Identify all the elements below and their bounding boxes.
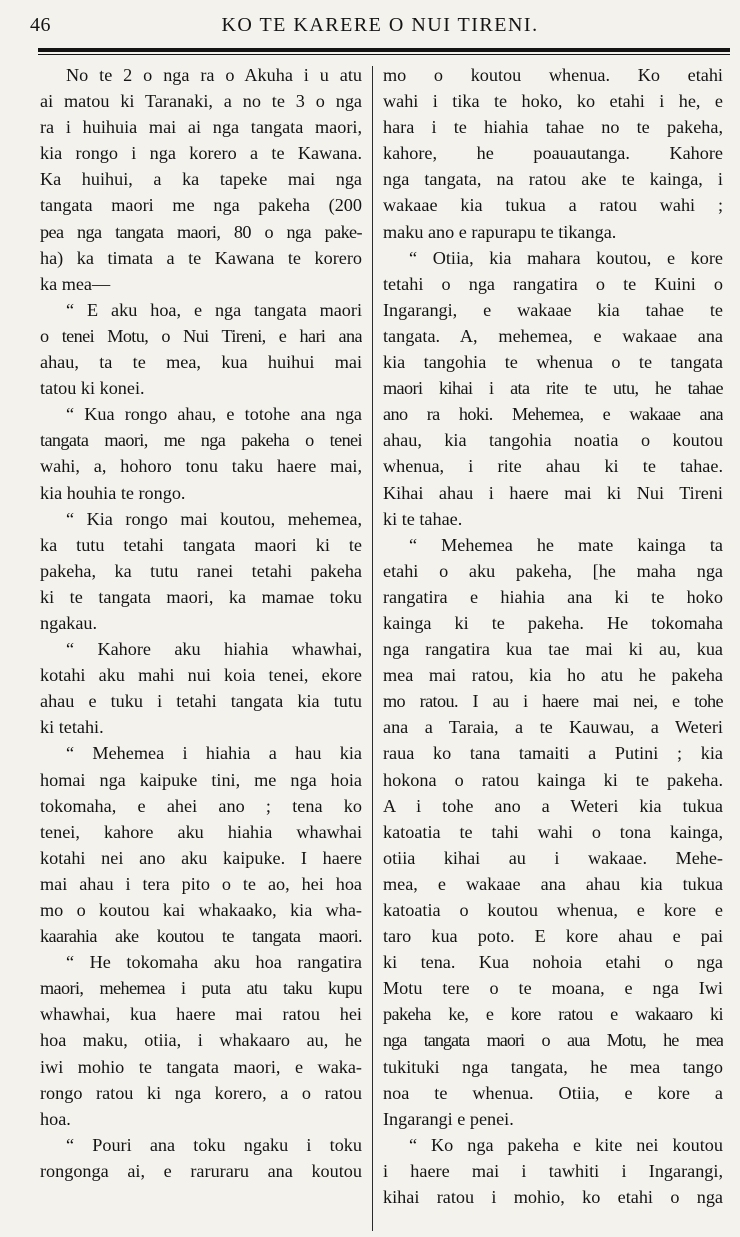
text-line: tangata maori me nga pakeha (200 <box>40 195 362 216</box>
text-line: ki tetahi. <box>40 717 104 738</box>
page-header <box>0 14 740 42</box>
text-line: rongonga ai, e raruraru ana koutou <box>40 1160 362 1181</box>
text-line: “ Kahore aku hiahia whawhai, <box>66 639 362 660</box>
text-line: ahau, kia tangohia noatia o koutou <box>383 430 723 451</box>
right-column <box>383 62 723 1232</box>
text-line: maku ano e rapurapu te tikanga. <box>383 221 617 242</box>
text-line: mea, e wakaae ana ahau kia tukua <box>383 873 723 894</box>
text-line: tatou ki konei. <box>40 378 145 399</box>
text-line: tokomaha, e ahei ano ; tena ko <box>40 795 362 816</box>
text-line: kotahi aku mahi nui koia tenei, ekore <box>40 665 362 686</box>
text-line: rongo ratou ki nga korero, a o ratou <box>40 1082 362 1103</box>
text-line: “ Kia rongo mai koutou, mehemea, <box>66 508 362 529</box>
text-line: ka tutu tetahi tangata maori ki te <box>40 534 362 555</box>
text-line: No te 2 o nga ra o Akuha i u atu <box>66 65 362 85</box>
text-line: wahi i tika te hoko, ko etahi i he, e <box>383 91 723 112</box>
text-line: Motu tere o te moana, e nga Iwi <box>383 978 723 999</box>
text-line: etahi o aku pakeha, [he maha nga <box>383 560 723 581</box>
text-line: pakeha ke, e kore ratou e wakaaro ki <box>383 1004 723 1025</box>
text-line: ai matou ki Taranaki, a no te 3 o nga <box>40 91 362 112</box>
text-line: hara i te hiahia tahae no te pakeha, <box>383 117 723 138</box>
text-line: “ Mehemea he mate kainga ta <box>409 534 723 555</box>
text-line: iwi mohio te tangata maori, e waka- <box>40 1056 362 1077</box>
text-line: otiia kihai au i wakaae. Mehe- <box>383 847 723 868</box>
text-line: “ E aku hoa, e nga tangata maori <box>66 299 362 320</box>
header-rule-thick <box>38 48 730 52</box>
text-line: kia tangohia te whenua o te tangata <box>383 352 723 373</box>
text-line: ngakau. <box>40 612 98 633</box>
text-line: tangata maori, me nga pakeha o tenei <box>40 430 362 451</box>
text-line: noa te whenua. Otiia, e kore a <box>383 1082 723 1103</box>
text-line: wakaae kia tukua a ratou wahi ; <box>383 195 723 216</box>
text-line: ki te tahae. <box>383 508 463 529</box>
text-line: homai nga kaipuke tini, me nga hoia <box>40 769 362 790</box>
text-line: taro kua poto. E kore ahau e pai <box>383 926 723 947</box>
text-line: wahi, a, hohoro tonu taku haere mai, <box>40 456 362 477</box>
text-line: ha) ka timata a te Kawana te korero <box>40 247 362 268</box>
text-line: o tenei Motu, o Nui Tireni, e hari ana <box>40 325 362 346</box>
text-line: raua ko tana tamaiti a Putini ; kia <box>383 743 723 764</box>
text-line: hoa. <box>40 1108 71 1129</box>
text-line: “ He tokomaha aku hoa rangatira <box>66 952 362 973</box>
page-number: 46 <box>30 14 51 36</box>
text-line: kihai ratou i mohio, ko etahi o nga <box>383 1187 723 1208</box>
text-line: tetahi o nga rangatira o te Kuini o <box>383 273 723 294</box>
text-line: ano ra hoki. Mehemea, e wakaae ana <box>383 404 723 425</box>
text-line: kia houhia te rongo. <box>40 482 186 503</box>
text-line: ki te tangata maori, ka mamae toku <box>40 586 362 607</box>
text-line: mo o koutou whenua. Ko etahi <box>383 65 723 85</box>
text-line: mai ahau i tera pito o te ao, hei hoa <box>40 873 362 894</box>
text-line: whenua, i rite ahau ki te tahae. <box>383 456 723 477</box>
text-line: whawhai, kua haere mai ratou hei <box>40 1004 362 1025</box>
text-line: mea mai ratou, kia ho atu he pakeha <box>383 665 723 686</box>
text-line: A i tohe ano a Weteri kia tukua <box>383 795 723 816</box>
text-line: tenei, kahore aku hiahia whawhai <box>40 821 362 842</box>
header-rule-thin <box>38 54 730 55</box>
text-line: kahore, he poauautanga. Kahore <box>383 143 723 164</box>
text-line: nga tangata, na ratou ake te kainga, i <box>383 169 723 190</box>
text-line: mo o koutou kai whakaako, kia wha- <box>40 900 362 920</box>
text-line: Ka huihui, a ka tapeke mai nga <box>40 169 362 190</box>
text-line: ana a Taraia, a te Kauwau, a Weteri <box>383 717 723 738</box>
text-line: tukituki nga tangata, he mea tango <box>383 1056 723 1077</box>
text-line: rangatira e hiahia ana ki te hoko <box>383 586 723 607</box>
text-line: “ Pouri ana toku ngaku i toku <box>66 1134 362 1155</box>
text-line: nga rangatira kua tae mai ki au, kua <box>383 639 723 660</box>
text-line: “ Mehemea i hiahia a hau kia <box>66 743 362 764</box>
text-line: ahau e tuku i tetahi tangata kia tutu <box>40 691 362 712</box>
text-line: ka mea— <box>40 273 111 294</box>
text-line: nga tangata maori o aua Motu, he mea <box>383 1030 723 1051</box>
text-line: i haere mai i tawhiti i Ingarangi, <box>383 1160 723 1181</box>
text-line: kia rongo i nga korero a te Kawana. <box>40 143 362 164</box>
text-line: Ingarangi e penei. <box>383 1108 514 1129</box>
left-column <box>40 62 362 1232</box>
text-line: mo ratou. I au i haere mai nei, e tohe <box>383 691 723 712</box>
text-line: katoatia te tahi wahi o tona kainga, <box>383 821 723 842</box>
text-line: ra i huihuia mai ai nga tangata maori, <box>40 117 362 138</box>
text-line: Kihai ahau i haere mai ki Nui Tireni <box>383 482 723 503</box>
text-line: kaarahia ake koutou te tangata maori. <box>40 926 362 947</box>
text-line: “ Otiia, kia mahara koutou, e kore <box>409 247 723 268</box>
text-line: “ Ko nga pakeha e kite nei koutou <box>409 1134 723 1155</box>
text-line: ahau, ta te mea, kua huihui mai <box>40 352 362 373</box>
text-line: pea nga tangata maori, 80 o nga pake- <box>40 221 362 242</box>
text-line: katoatia o koutou whenua, e kore e <box>383 900 723 920</box>
text-line: pakeha, ka tutu ranei tetahi pakeha <box>40 560 362 581</box>
text-line: tangata. A, mehemea, e wakaae ana <box>383 325 723 346</box>
text-line: hokona o ratou kainga ki te pakeha. <box>383 769 723 790</box>
text-line: hoa maku, otiia, i whakaaro au, he <box>40 1030 362 1051</box>
text-line: maori kihai i ata rite te utu, he tahae <box>383 378 723 399</box>
text-line: kotahi nei ano aku kaipuke. I haere <box>40 847 362 868</box>
text-line: ki tena. Kua nohoia etahi o nga <box>383 952 723 973</box>
text-line: Ingarangi, e wakaae kia tahae te <box>383 299 723 320</box>
text-line: “ Kua rongo ahau, e totohe ana nga <box>66 404 362 425</box>
text-line: maori, mehemea i puta atu taku kupu <box>40 978 362 999</box>
text-line: kainga ki te pakeha. He tokomaha <box>383 612 723 633</box>
column-divider <box>372 66 373 1231</box>
running-title: KO TE KARERE O NUI TIRENI. <box>221 14 539 36</box>
